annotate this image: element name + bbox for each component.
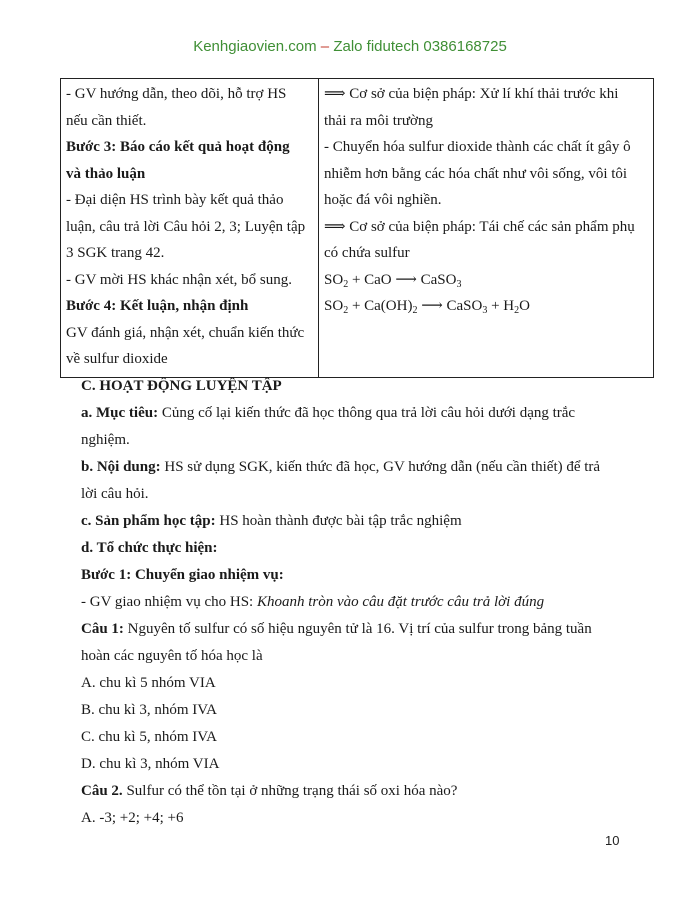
step1-title: Bước 1: Chuyển giao nhiệm vụ:	[81, 567, 284, 583]
product-line: c. Sản phẩm học tập: HS hoàn thành được bài tập trắc nghiệm	[81, 513, 462, 529]
step4-line-1: GV đánh giá, nhận xét, chuẩn kiến thức	[66, 324, 305, 341]
header-separator: –	[320, 38, 330, 55]
right-line-6: ⟹ Cơ sở của biện pháp: Tái chế các sản phẩm phụ	[324, 218, 635, 235]
step3-line-3: 3 SGK trang 42.	[66, 245, 165, 261]
step3-title-b: và thảo luận	[66, 165, 146, 182]
step3-line-1: - Đại diện HS trình bày kết quả thảo	[66, 192, 284, 208]
question-1-option-a: A. chu kì 5 nhóm VIA	[81, 675, 216, 691]
objective-line-1: a. Mục tiêu: Củng cố lại kiến thức đã học thông qua trả lời câu hỏi dưới dạng trắc	[81, 405, 576, 421]
expected-result-cell	[319, 79, 654, 378]
teacher-student-activity-cell	[61, 79, 319, 378]
question-1-option-d: D. chu kì 3, nhóm VIA	[81, 756, 220, 772]
objective-line-2: nghiệm.	[81, 432, 130, 448]
question-1-line-1: Câu 1: Nguyên tố sulfur có số hiệu nguyên tử là 16. Vị trí của sulfur trong bảng tuần	[81, 621, 592, 637]
page-number: 10	[605, 833, 620, 848]
left-line-2: nếu cần thiết.	[66, 112, 147, 129]
step4-line-2: về sulfur dioxide	[66, 351, 168, 367]
right-line-3: - Chuyển hóa sulfur dioxide thành các chất ít gây ô	[324, 139, 631, 155]
content-line-2: lời câu hỏi.	[81, 486, 149, 502]
question-1-line-2: hoàn các nguyên tố hóa học là	[81, 648, 263, 664]
practice-section	[81, 373, 621, 832]
header-contact: Zalo fidutech 0386168725	[333, 38, 507, 55]
question-2-option-a: A. -3; +2; +4; +6	[81, 810, 184, 826]
table-row	[61, 79, 654, 378]
equation-2: $SO_2 + Ca(OH)_2$ ⟶ CaSO$_3$ + $H_2O$	[324, 298, 530, 316]
organization-title: d. Tổ chức thực hiện:	[81, 540, 218, 556]
page-header	[0, 38, 700, 55]
section-title: C. HOẠT ĐỘNG LUYỆN TẬP	[81, 378, 282, 394]
right-line-4: nhiễm hơn bằng các hóa chất như vôi sống, vôi tôi	[324, 165, 628, 182]
equation-1: $SO_2$ + CaO ⟶ CaSO$_3$	[324, 271, 462, 290]
step3-line-4: - GV mời HS khác nhận xét, bổ sung.	[66, 271, 292, 288]
question-2-line: Câu 2. Sulfur có thể tồn tại ở những trạng thái số oxi hóa nào?	[81, 783, 458, 799]
question-1-option-c: C. chu kì 5, nhóm IVA	[81, 729, 217, 745]
right-line-7: có chứa sulfur	[324, 245, 410, 261]
right-line-1: ⟹ Cơ sở của biện pháp: Xử lí khí thải trước khi	[324, 86, 619, 102]
right-line-5: hoặc đá vôi nghiền.	[324, 192, 442, 208]
content-line-1: b. Nội dung: HS sử dụng SGK, kiến thức đã học, GV hướng dẫn (nếu cần thiết) để trả	[81, 459, 601, 475]
right-line-2: thải ra môi trường	[324, 112, 433, 129]
activity-table	[60, 78, 654, 378]
question-1-option-b: B. chu kì 3, nhóm IVA	[81, 702, 217, 718]
step4-title: Bước 4: Kết luận, nhận định	[66, 298, 249, 314]
step3-line-2: luận, câu trả lời Câu hỏi 2, 3; Luyện tập	[66, 218, 306, 235]
step3-title-a: Bước 3: Báo cáo kết quả hoạt động	[66, 139, 290, 155]
step1-instruction: - GV giao nhiệm vụ cho HS: Khoanh tròn vào câu đặt trước câu trả lời đúng	[81, 594, 545, 610]
left-line-1: - GV hướng dẫn, theo dõi, hỗ trợ HS	[66, 86, 287, 102]
header-site: Kenhgiaovien.com	[193, 38, 317, 55]
